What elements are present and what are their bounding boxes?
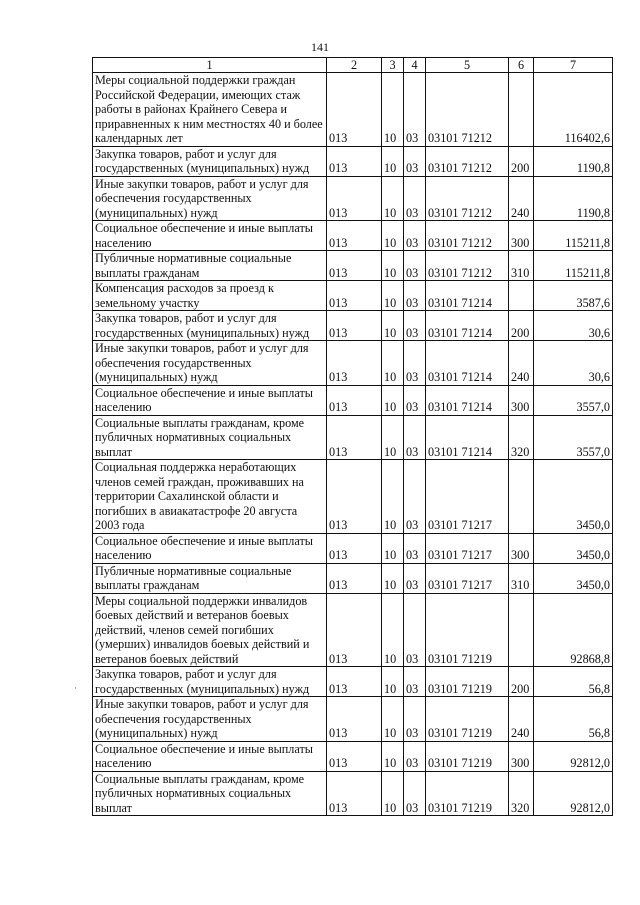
row-name-cell: Закупка товаров, работ и услуг для государственных (муниципальных) нужд [93,667,327,697]
row-expense-type-cell: 200 [509,311,534,341]
row-amount-cell: 92812,0 [534,771,613,816]
row-name-cell: Социальное обеспечение и иные выплаты населению [93,385,327,415]
row-subsection-cell: 03 [404,460,426,534]
table-row [93,697,613,742]
table-row [93,771,613,816]
row-expense-type-cell: 310 [509,563,534,593]
row-subsection-cell: 03 [404,385,426,415]
row-name-cell: Иные закупки товаров, работ и услуг для обеспечения государственных (муниципальных) нужд [93,341,327,386]
row-section-cell: 10 [382,251,404,281]
table-row [93,251,613,281]
row-name-cell: Социальное обеспечение и иные выплаты населению [93,533,327,563]
table-row [93,415,613,460]
row-subsection-cell: 03 [404,251,426,281]
row-target-article-cell: 03101 71217 [426,533,509,563]
row-code-ministry-cell: 013 [327,667,382,697]
row-name-cell: Иные закупки товаров, работ и услуг для обеспечения государственных (муниципальных) нужд [93,176,327,221]
row-expense-type-cell [509,460,534,534]
row-subsection-cell: 03 [404,341,426,386]
row-code-ministry-cell: 013 [327,593,382,667]
row-section-cell: 10 [382,533,404,563]
row-name-cell: Иные закупки товаров, работ и услуг для обеспечения государственных (муниципальных) нужд [93,697,327,742]
header-row [93,58,613,73]
row-subsection-cell: 03 [404,73,426,147]
row-amount-cell: 115211,8 [534,221,613,251]
table-row [93,281,613,311]
row-code-ministry-cell: 013 [327,221,382,251]
row-name-cell: Социальное обеспечение и иные выплаты населению [93,221,327,251]
row-subsection-cell: 03 [404,697,426,742]
row-code-ministry-cell: 013 [327,146,382,176]
page-number: 141 [311,40,329,54]
row-code-ministry-cell: 013 [327,563,382,593]
row-target-article-cell: 03101 71212 [426,176,509,221]
row-expense-type-cell: 310 [509,251,534,281]
table-row [93,593,613,667]
row-target-article-cell: 03101 71212 [426,221,509,251]
row-target-article-cell: 03101 71214 [426,415,509,460]
row-target-article-cell: 03101 71219 [426,697,509,742]
row-expense-type-cell: 300 [509,385,534,415]
row-code-ministry-cell: 013 [327,341,382,386]
row-expense-type-cell [509,281,534,311]
row-code-ministry-cell: 013 [327,281,382,311]
row-name-cell: Меры социальной поддержки граждан Российской Федерации, имеющих стаж работы в районах Крайнего Севера и приравненных к ним местностях 40 и более календарных лет [93,73,327,147]
table-row [93,176,613,221]
row-amount-cell: 3557,0 [534,415,613,460]
row-code-ministry-cell: 013 [327,741,382,771]
row-target-article-cell: 03101 71219 [426,741,509,771]
header-col-4: 4 [404,58,426,73]
row-amount-cell: 3450,0 [534,460,613,534]
row-subsection-cell: 03 [404,176,426,221]
table-row [93,146,613,176]
table-row [93,563,613,593]
row-target-article-cell: 03101 71217 [426,563,509,593]
header-col-7: 7 [534,58,613,73]
row-expense-type-cell: 320 [509,771,534,816]
row-amount-cell: 1190,8 [534,176,613,221]
table-row [93,73,613,147]
table-row [93,385,613,415]
row-amount-cell: 30,6 [534,311,613,341]
row-subsection-cell: 03 [404,771,426,816]
row-section-cell: 10 [382,385,404,415]
row-target-article-cell: 03101 71212 [426,251,509,281]
row-code-ministry-cell: 013 [327,176,382,221]
table-body [93,73,613,816]
header-col-5: 5 [426,58,509,73]
row-target-article-cell: 03101 71214 [426,341,509,386]
row-name-cell: Закупка товаров, работ и услуг для государственных (муниципальных) нужд [93,311,327,341]
table-row [93,311,613,341]
row-name-cell: Закупка товаров, работ и услуг для государственных (муниципальных) нужд [93,146,327,176]
row-target-article-cell: 03101 71219 [426,667,509,697]
row-amount-cell: 115211,8 [534,251,613,281]
row-subsection-cell: 03 [404,415,426,460]
row-expense-type-cell: 240 [509,176,534,221]
row-section-cell: 10 [382,281,404,311]
row-subsection-cell: 03 [404,281,426,311]
row-target-article-cell: 03101 71219 [426,771,509,816]
table-row [93,667,613,697]
row-code-ministry-cell: 013 [327,415,382,460]
row-target-article-cell: 03101 71212 [426,73,509,147]
row-target-article-cell: 03101 71214 [426,385,509,415]
row-code-ministry-cell: 013 [327,771,382,816]
row-section-cell: 10 [382,593,404,667]
row-subsection-cell: 03 [404,311,426,341]
row-section-cell: 10 [382,146,404,176]
row-section-cell: 10 [382,771,404,816]
row-name-cell: Публичные нормативные социальные выплаты гражданам [93,251,327,281]
row-code-ministry-cell: 013 [327,311,382,341]
row-section-cell: 10 [382,563,404,593]
row-name-cell: Социальные выплаты гражданам, кроме публичных нормативных социальных выплат [93,771,327,816]
row-name-cell: Социальная поддержка неработающих членов семей граждан, проживавших на территории Сахалинской области и погибших в авиакатастрофе 20 августа 2003 года [93,460,327,534]
row-section-cell: 10 [382,73,404,147]
row-section-cell: 10 [382,311,404,341]
row-amount-cell: 92868,8 [534,593,613,667]
row-section-cell: 10 [382,697,404,742]
row-target-article-cell: 03101 71217 [426,460,509,534]
table-row [93,460,613,534]
budget-table [92,57,613,816]
table-row [93,741,613,771]
row-code-ministry-cell: 013 [327,460,382,534]
row-amount-cell: 3450,0 [534,563,613,593]
row-expense-type-cell: 300 [509,221,534,251]
row-section-cell: 10 [382,341,404,386]
row-subsection-cell: 03 [404,563,426,593]
row-amount-cell: 92812,0 [534,741,613,771]
row-expense-type-cell: 240 [509,341,534,386]
row-target-article-cell: 03101 71219 [426,593,509,667]
table-row [93,341,613,386]
row-subsection-cell: 03 [404,667,426,697]
row-code-ministry-cell: 013 [327,73,382,147]
row-name-cell: Социальное обеспечение и иные выплаты населению [93,741,327,771]
row-target-article-cell: 03101 71214 [426,311,509,341]
row-section-cell: 10 [382,460,404,534]
row-amount-cell: 3587,6 [534,281,613,311]
scan-mark: · [74,683,77,693]
row-amount-cell: 116402,6 [534,73,613,147]
header-col-1: 1 [93,58,327,73]
row-code-ministry-cell: 013 [327,697,382,742]
row-section-cell: 10 [382,415,404,460]
row-expense-type-cell: 300 [509,533,534,563]
row-expense-type-cell: 200 [509,146,534,176]
row-subsection-cell: 03 [404,533,426,563]
table-row [93,533,613,563]
row-section-cell: 10 [382,741,404,771]
row-subsection-cell: 03 [404,593,426,667]
row-section-cell: 10 [382,667,404,697]
row-amount-cell: 56,8 [534,697,613,742]
row-name-cell: Меры социальной поддержки инвалидов боевых действий и ветеранов боевых действий, членов семей погибших (умерших) инвалидов боевых действий и ветеранов боевых действий [93,593,327,667]
row-section-cell: 10 [382,176,404,221]
row-code-ministry-cell: 013 [327,385,382,415]
row-expense-type-cell: 240 [509,697,534,742]
row-name-cell: Социальные выплаты гражданам, кроме публичных нормативных социальных выплат [93,415,327,460]
row-amount-cell: 1190,8 [534,146,613,176]
header-col-3: 3 [382,58,404,73]
row-target-article-cell: 03101 71212 [426,146,509,176]
row-amount-cell: 3557,0 [534,385,613,415]
row-section-cell: 10 [382,221,404,251]
row-code-ministry-cell: 013 [327,533,382,563]
row-subsection-cell: 03 [404,741,426,771]
row-amount-cell: 3450,0 [534,533,613,563]
row-target-article-cell: 03101 71214 [426,281,509,311]
row-name-cell: Публичные нормативные социальные выплаты гражданам [93,563,327,593]
row-subsection-cell: 03 [404,146,426,176]
row-amount-cell: 30,6 [534,341,613,386]
row-expense-type-cell: 320 [509,415,534,460]
row-expense-type-cell: 200 [509,667,534,697]
row-code-ministry-cell: 013 [327,251,382,281]
row-amount-cell: 56,8 [534,667,613,697]
row-expense-type-cell [509,73,534,147]
row-expense-type-cell: 300 [509,741,534,771]
row-name-cell: Компенсация расходов за проезд к земельному участку [93,281,327,311]
header-col-6: 6 [509,58,534,73]
row-subsection-cell: 03 [404,221,426,251]
header-col-2: 2 [327,58,382,73]
row-expense-type-cell [509,593,534,667]
table-row [93,221,613,251]
